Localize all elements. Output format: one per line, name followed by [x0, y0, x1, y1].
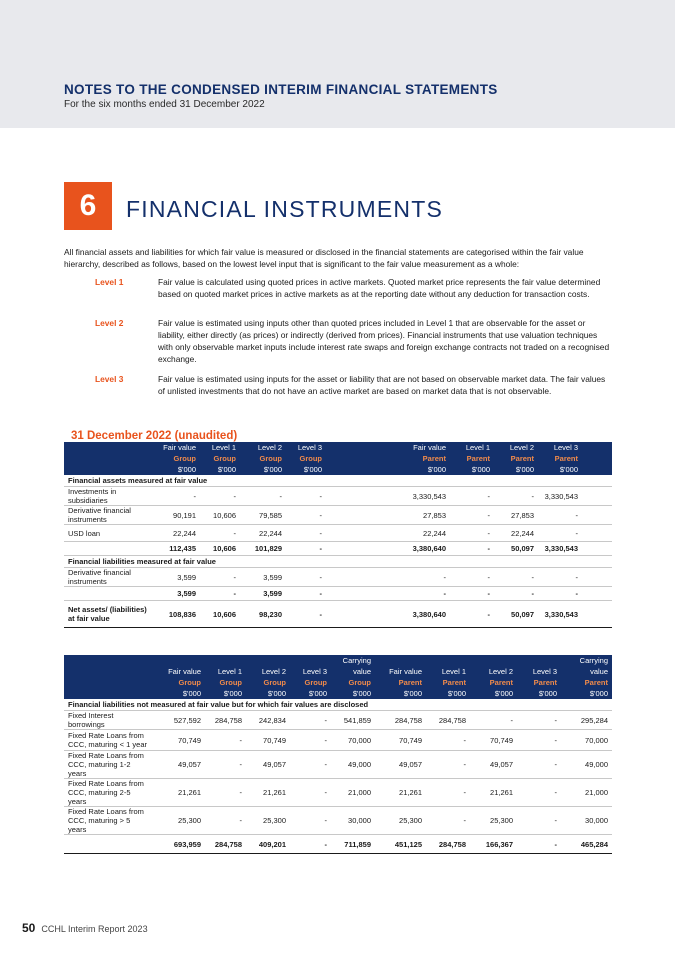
table-cell: 21,261	[470, 779, 517, 807]
table-cell: 10,606	[200, 542, 240, 556]
header-cell: $'000	[470, 688, 517, 699]
total-row	[64, 835, 612, 854]
table-cell: 166,367	[470, 835, 517, 854]
header-cell: Level 1	[205, 666, 246, 677]
table-cell: 3,330,543	[538, 487, 582, 506]
header-cell: $'000	[246, 688, 290, 699]
table-cell: 30,000	[331, 807, 375, 835]
table-cell: -	[200, 587, 240, 601]
header-cell: $'000	[205, 688, 246, 699]
table-cell: 49,000	[561, 751, 612, 779]
row-label	[64, 587, 154, 601]
header-cell: $'000	[286, 464, 326, 475]
level-label: Level 3	[95, 374, 124, 384]
table-cell: 3,599	[240, 587, 286, 601]
table-cell: -	[517, 730, 561, 751]
table-cell: 50,097	[494, 601, 538, 628]
header-cell	[205, 655, 246, 666]
table-cell: -	[286, 542, 326, 556]
header-cell: Fair value	[154, 666, 205, 677]
table-cell: 21,261	[375, 779, 426, 807]
table-cell: 25,300	[375, 807, 426, 835]
table-cell: 21,000	[561, 779, 612, 807]
header-cell	[326, 442, 356, 453]
table-cell: 22,244	[356, 525, 450, 542]
table-cell: 527,592	[154, 711, 205, 730]
table-cell: 10,606	[200, 506, 240, 525]
table-cell: 49,000	[331, 751, 375, 779]
header-cell: Group	[240, 453, 286, 464]
table-cell: -	[538, 506, 582, 525]
table-cell: 22,244	[494, 525, 538, 542]
table-row	[64, 779, 612, 807]
table-cell	[326, 601, 356, 628]
header-cell: $'000	[331, 688, 375, 699]
header-cell: $'000	[240, 464, 286, 475]
table-cell: -	[240, 487, 286, 506]
table-cell: 49,057	[154, 751, 205, 779]
header-cell: Level 1	[450, 442, 494, 453]
table-cell: -	[290, 711, 331, 730]
table-row	[64, 487, 612, 506]
table-cell: -	[154, 487, 200, 506]
header-cell	[375, 655, 426, 666]
table-cell: 541,859	[331, 711, 375, 730]
header-cell	[64, 655, 154, 666]
table-cell: 284,758	[426, 835, 470, 854]
table-row	[64, 711, 612, 730]
header-cell: Level 3	[286, 442, 326, 453]
header-cell: Group	[200, 453, 240, 464]
table-cell: -	[290, 835, 331, 854]
header-cell: Group	[205, 677, 246, 688]
header-cell: $'000	[450, 464, 494, 475]
table-cell: -	[450, 601, 494, 628]
total-row	[64, 542, 612, 556]
table-cell: -	[200, 525, 240, 542]
header-cell: $'000	[375, 688, 426, 699]
table-cell: 3,599	[154, 568, 200, 587]
header-cell: Level 2	[246, 666, 290, 677]
table-cell: 79,585	[240, 506, 286, 525]
table-cell: 90,191	[154, 506, 200, 525]
table-cell	[326, 525, 356, 542]
table-cell: 70,749	[154, 730, 205, 751]
table-caption: 31 December 2022 (unaudited)	[71, 430, 238, 442]
section-heading: Financial assets measured at fair value	[64, 475, 612, 487]
total-row	[64, 587, 612, 601]
table-cell	[582, 525, 612, 542]
table-cell: 49,057	[470, 751, 517, 779]
table-cell: 21,000	[331, 779, 375, 807]
header-subtitle: For the six months ended 31 December 2022	[64, 99, 265, 110]
table-cell: 451,125	[375, 835, 426, 854]
table-cell: -	[286, 568, 326, 587]
table-cell	[582, 601, 612, 628]
header-cell: Parent	[426, 677, 470, 688]
header-cell	[64, 688, 154, 699]
header-cell: Parent	[538, 453, 582, 464]
row-label: Derivative financial instruments	[64, 506, 154, 525]
table-cell: -	[517, 807, 561, 835]
header-title: NOTES TO THE CONDENSED INTERIM FINANCIAL STATEMENTS	[64, 82, 498, 97]
table-cell: 108,836	[154, 601, 200, 628]
header-cell: Parent	[517, 677, 561, 688]
header-cell: $'000	[290, 688, 331, 699]
table-cell: 70,749	[375, 730, 426, 751]
header-row	[64, 688, 612, 699]
table-cell: -	[538, 568, 582, 587]
table-cell: 3,599	[240, 568, 286, 587]
table-cell: -	[450, 542, 494, 556]
table-cell: 30,000	[561, 807, 612, 835]
level-label: Level 1	[95, 277, 124, 287]
table-cell: 21,261	[246, 779, 290, 807]
header-cell: Level 1	[426, 666, 470, 677]
table-cell: 3,380,640	[356, 542, 450, 556]
header-cell: Level 2	[240, 442, 286, 453]
header-cell: Group	[290, 677, 331, 688]
table-cell: -	[517, 711, 561, 730]
table-cell: -	[205, 730, 246, 751]
header-cell: Group	[331, 677, 375, 688]
table-cell: 70,000	[331, 730, 375, 751]
table-cell: -	[356, 587, 450, 601]
table-cell: 295,284	[561, 711, 612, 730]
header-cell	[517, 655, 561, 666]
header-cell: $'000	[200, 464, 240, 475]
header-cell: Group	[286, 453, 326, 464]
header-cell	[326, 464, 356, 475]
table-cell: 22,244	[154, 525, 200, 542]
table-cell: -	[517, 835, 561, 854]
table-cell: -	[286, 506, 326, 525]
header-cell: Carrying	[561, 655, 612, 666]
table-cell: -	[494, 587, 538, 601]
table-cell: -	[538, 587, 582, 601]
header-cell: $'000	[426, 688, 470, 699]
page-footer	[22, 921, 148, 935]
page-header	[0, 0, 675, 128]
table-cell: 70,749	[246, 730, 290, 751]
table-row	[64, 568, 612, 587]
table-cell: 21,261	[154, 779, 205, 807]
table-row	[64, 525, 612, 542]
header-cell: value	[561, 666, 612, 677]
row-label	[64, 835, 154, 854]
table-cell	[582, 487, 612, 506]
header-cell: Fair value	[375, 666, 426, 677]
row-label: Fixed Rate Loans from CCC, maturing 2-5 years	[64, 779, 154, 807]
table-cell: 50,097	[494, 542, 538, 556]
table-cell: 3,380,640	[356, 601, 450, 628]
table-cell	[326, 568, 356, 587]
intro-paragraph: All financial assets and liabilities for which fair value is measured or disclosed in the financial statements are categorised within the fair value hierarchy, described as follows, based on the lowest level input that is significant to the fair value measurement as a whole:	[64, 247, 584, 269]
table-cell: -	[426, 730, 470, 751]
level-text: Fair value is calculated using quoted prices in active markets. Quoted market price represents the fair value determined based on quoted market prices in active markets as at the reporting date without any deduction for transaction costs.	[158, 277, 601, 299]
table-cell: -	[286, 587, 326, 601]
table-cell: -	[286, 487, 326, 506]
table-cell: -	[450, 525, 494, 542]
table-cell: -	[426, 779, 470, 807]
header-row	[64, 677, 612, 688]
table-cell: 284,758	[426, 711, 470, 730]
table-cell: -	[450, 506, 494, 525]
table-cell: 70,749	[470, 730, 517, 751]
row-label: Fixed Rate Loans from CCC, maturing 1-2 years	[64, 751, 154, 779]
table-cell: -	[290, 751, 331, 779]
header-cell: $'000	[561, 688, 612, 699]
header-cell	[64, 464, 154, 475]
table-cell: -	[356, 568, 450, 587]
level-text: Fair value is estimated using inputs for the asset or liability that are not based on observable market data. The fair values of unlisted investments that do not have an active market are based on market data that is not observable.	[158, 374, 606, 396]
header-cell	[290, 655, 331, 666]
table-cell: 465,284	[561, 835, 612, 854]
table-cell: -	[450, 587, 494, 601]
table-cell	[582, 587, 612, 601]
table-cell: 3,330,543	[538, 601, 582, 628]
table-cell	[326, 487, 356, 506]
header-cell	[426, 655, 470, 666]
row-label: Net assets/ (liabilities) at fair value	[64, 601, 154, 628]
table-cell: -	[205, 751, 246, 779]
table-cell: -	[426, 807, 470, 835]
header-cell: $'000	[154, 688, 205, 699]
row-label: Derivative financial instruments	[64, 568, 154, 587]
table-cell: 25,300	[154, 807, 205, 835]
header-row	[64, 464, 612, 475]
header-cell: Carrying	[331, 655, 375, 666]
table-cell: -	[290, 730, 331, 751]
table-cell: 49,057	[246, 751, 290, 779]
header-cell	[582, 464, 612, 475]
header-row	[64, 453, 612, 464]
section-heading-row	[64, 475, 612, 487]
header-cell	[64, 677, 154, 688]
table-cell: 10,606	[200, 601, 240, 628]
table-cell: 284,758	[205, 711, 246, 730]
header-cell: Parent	[356, 453, 450, 464]
section-title: FINANCIAL INSTRUMENTS	[126, 196, 443, 222]
page-number: 50	[22, 921, 36, 935]
header-cell: Level 3	[290, 666, 331, 677]
row-label	[64, 542, 154, 556]
table-cell	[326, 506, 356, 525]
header-cell	[582, 453, 612, 464]
table-cell: -	[205, 779, 246, 807]
table-cell: 49,057	[375, 751, 426, 779]
table-cell	[582, 542, 612, 556]
table-cell	[326, 587, 356, 601]
table-cell: -	[494, 487, 538, 506]
table-row	[64, 730, 612, 751]
header-cell: Parent	[375, 677, 426, 688]
disclosed-fair-value-table	[64, 655, 612, 854]
table-cell: 3,330,543	[356, 487, 450, 506]
table-cell	[582, 568, 612, 587]
table-cell: -	[538, 525, 582, 542]
header-row	[64, 442, 612, 453]
header-cell: Parent	[470, 677, 517, 688]
table-row	[64, 506, 612, 525]
table-cell: -	[200, 568, 240, 587]
header-cell: $'000	[538, 464, 582, 475]
header-cell	[154, 655, 205, 666]
table-cell: 98,230	[240, 601, 286, 628]
header-cell: $'000	[154, 464, 200, 475]
table-cell: -	[470, 711, 517, 730]
table-cell: -	[517, 779, 561, 807]
header-cell: Level 2	[470, 666, 517, 677]
table-cell: -	[286, 601, 326, 628]
table-cell: -	[426, 751, 470, 779]
table-cell	[582, 506, 612, 525]
table-cell: 25,300	[470, 807, 517, 835]
table-cell: 242,834	[246, 711, 290, 730]
header-cell: Group	[154, 453, 200, 464]
table-cell: -	[450, 568, 494, 587]
table-row	[64, 807, 612, 835]
level-text: Fair value is estimated using inputs other than quoted prices included in Level 1 that are observable for the asset or liability, either directly (as prices) or indirectly (derived from prices). Financial instruments that use valuation techniques with only observable market inputs include interest rate swaps and foreign exchange contracts not traded on a recognised exchange.	[158, 318, 610, 364]
fair-value-table	[64, 442, 612, 628]
table-cell: 101,829	[240, 542, 286, 556]
header-cell: Fair value	[356, 442, 450, 453]
header-cell	[470, 655, 517, 666]
row-label: USD loan	[64, 525, 154, 542]
table-cell	[326, 542, 356, 556]
header-cell	[64, 453, 154, 464]
header-cell: Level 2	[494, 442, 538, 453]
header-cell	[246, 655, 290, 666]
table-cell: -	[494, 568, 538, 587]
header-row	[64, 655, 612, 666]
table-cell: 3,599	[154, 587, 200, 601]
header-cell: Group	[246, 677, 290, 688]
table-cell: 27,853	[356, 506, 450, 525]
level-label: Level 2	[95, 318, 124, 328]
header-cell: Parent	[450, 453, 494, 464]
header-cell: Level 3	[538, 442, 582, 453]
header-cell: Parent	[561, 677, 612, 688]
header-cell	[64, 442, 154, 453]
table-cell: 284,758	[375, 711, 426, 730]
table-cell: -	[290, 779, 331, 807]
header-cell	[326, 453, 356, 464]
section-heading-row	[64, 699, 612, 711]
row-label: Fixed Rate Loans from CCC, maturing > 5 years	[64, 807, 154, 835]
header-cell: Level 3	[517, 666, 561, 677]
table-cell: 711,859	[331, 835, 375, 854]
header-cell: Parent	[494, 453, 538, 464]
table-cell: 27,853	[494, 506, 538, 525]
table-cell: -	[200, 487, 240, 506]
table-cell: 70,000	[561, 730, 612, 751]
footer-text: CCHL Interim Report 2023	[41, 924, 148, 934]
row-label: Investments in subsidiaries	[64, 487, 154, 506]
table-cell: -	[517, 751, 561, 779]
header-cell: Group	[154, 677, 205, 688]
table-cell: 22,244	[240, 525, 286, 542]
table-cell: -	[205, 807, 246, 835]
table-cell: -	[450, 487, 494, 506]
header-cell	[582, 442, 612, 453]
header-cell: Fair value	[154, 442, 200, 453]
table-cell: 112,435	[154, 542, 200, 556]
table-cell: 25,300	[246, 807, 290, 835]
row-label: Fixed Interest borrowings	[64, 711, 154, 730]
table-cell: 409,201	[246, 835, 290, 854]
table-cell: 3,330,543	[538, 542, 582, 556]
table-cell: -	[290, 807, 331, 835]
header-cell: $'000	[494, 464, 538, 475]
header-cell	[64, 666, 154, 677]
net-row	[64, 601, 612, 628]
section-number: 6	[64, 182, 112, 230]
table-cell: 284,758	[205, 835, 246, 854]
row-label: Fixed Rate Loans from CCC, maturing < 1 year	[64, 730, 154, 751]
section-heading: Financial liabilities not measured at fair value but for which fair values are disclosed	[64, 699, 612, 711]
table-cell: -	[286, 525, 326, 542]
header-cell: value	[331, 666, 375, 677]
header-cell: Level 1	[200, 442, 240, 453]
section-heading: Financial liabilities measured at fair value	[64, 556, 612, 568]
table-cell: 693,959	[154, 835, 205, 854]
header-cell: $'000	[356, 464, 450, 475]
table-row	[64, 751, 612, 779]
header-cell: $'000	[517, 688, 561, 699]
section-heading-row	[64, 556, 612, 568]
header-row	[64, 666, 612, 677]
